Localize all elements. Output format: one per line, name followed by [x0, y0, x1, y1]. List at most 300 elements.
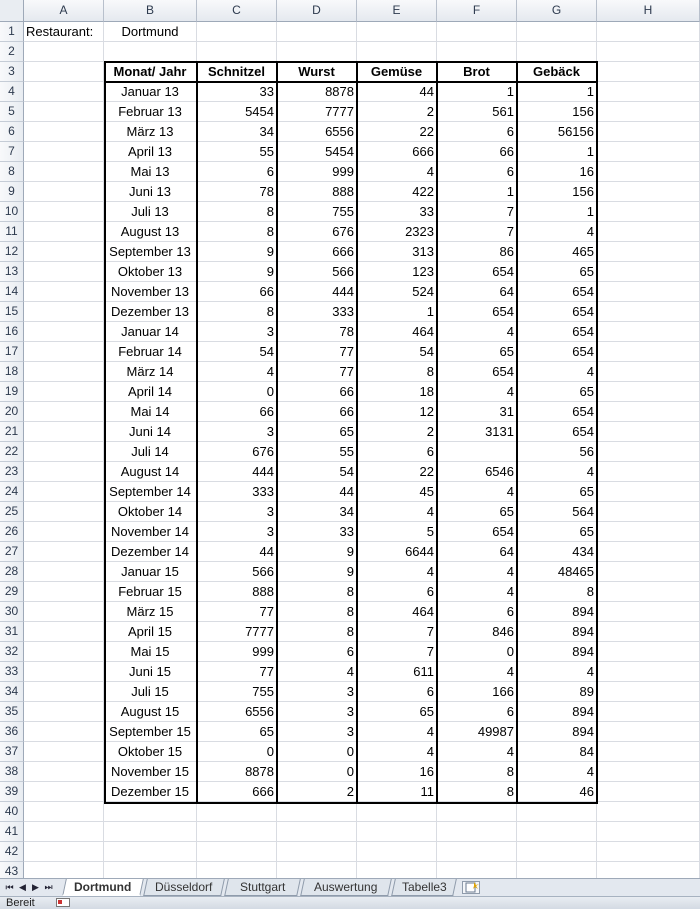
cell-a25[interactable]: [24, 502, 104, 522]
cell-a3[interactable]: [24, 62, 104, 82]
cell-c32[interactable]: 999: [197, 642, 277, 662]
cell-c21[interactable]: 3: [197, 422, 277, 442]
cell-g36[interactable]: 894: [517, 722, 597, 742]
cell-d33[interactable]: 4: [277, 662, 357, 682]
cell-f40[interactable]: [437, 802, 517, 822]
cell-e34[interactable]: 6: [357, 682, 437, 702]
cell-g31[interactable]: 894: [517, 622, 597, 642]
cell-b16[interactable]: Januar 14: [104, 322, 197, 342]
cell-g33[interactable]: 4: [517, 662, 597, 682]
cell-h10[interactable]: [597, 202, 700, 222]
select-all-corner[interactable]: [0, 0, 24, 22]
cell-a17[interactable]: [24, 342, 104, 362]
cell-e40[interactable]: [357, 802, 437, 822]
cell-c34[interactable]: 755: [197, 682, 277, 702]
cell-e36[interactable]: 4: [357, 722, 437, 742]
column-header-g[interactable]: G: [517, 0, 597, 22]
cell-g9[interactable]: 156: [517, 182, 597, 202]
cell-d25[interactable]: 34: [277, 502, 357, 522]
row-header-24[interactable]: 24: [0, 482, 24, 502]
cell-f18[interactable]: 654: [437, 362, 517, 382]
cell-f10[interactable]: 7: [437, 202, 517, 222]
row-header-18[interactable]: 18: [0, 362, 24, 382]
cell-b27[interactable]: Dezember 14: [104, 542, 197, 562]
cell-c24[interactable]: 333: [197, 482, 277, 502]
row-header-27[interactable]: 27: [0, 542, 24, 562]
cell-h38[interactable]: [597, 762, 700, 782]
cell-b7[interactable]: April 13: [104, 142, 197, 162]
row-header-4[interactable]: 4: [0, 82, 24, 102]
cell-f3[interactable]: Brot: [437, 62, 517, 82]
cell-f21[interactable]: 3131: [437, 422, 517, 442]
cell-a22[interactable]: [24, 442, 104, 462]
cell-e10[interactable]: 33: [357, 202, 437, 222]
cell-g6[interactable]: 56156: [517, 122, 597, 142]
row-header-2[interactable]: 2: [0, 42, 24, 62]
cell-d1[interactable]: [277, 22, 357, 42]
cell-g38[interactable]: 4: [517, 762, 597, 782]
cell-b10[interactable]: Juli 13: [104, 202, 197, 222]
cell-d3[interactable]: Wurst: [277, 62, 357, 82]
cell-g29[interactable]: 8: [517, 582, 597, 602]
cell-d15[interactable]: 333: [277, 302, 357, 322]
cell-e30[interactable]: 464: [357, 602, 437, 622]
cell-c12[interactable]: 9: [197, 242, 277, 262]
cell-d32[interactable]: 6: [277, 642, 357, 662]
cell-d41[interactable]: [277, 822, 357, 842]
cell-a35[interactable]: [24, 702, 104, 722]
cell-h41[interactable]: [597, 822, 700, 842]
row-header-21[interactable]: 21: [0, 422, 24, 442]
cell-e18[interactable]: 8: [357, 362, 437, 382]
cell-h42[interactable]: [597, 842, 700, 862]
cell-e33[interactable]: 611: [357, 662, 437, 682]
cell-f34[interactable]: 166: [437, 682, 517, 702]
cell-d7[interactable]: 5454: [277, 142, 357, 162]
cell-a9[interactable]: [24, 182, 104, 202]
cell-g27[interactable]: 434: [517, 542, 597, 562]
cell-h21[interactable]: [597, 422, 700, 442]
cell-f7[interactable]: 66: [437, 142, 517, 162]
cell-g8[interactable]: 16: [517, 162, 597, 182]
cell-f19[interactable]: 4: [437, 382, 517, 402]
cell-c37[interactable]: 0: [197, 742, 277, 762]
cell-c2[interactable]: [197, 42, 277, 62]
cell-b21[interactable]: Juni 14: [104, 422, 197, 442]
column-header-d[interactable]: D: [277, 0, 357, 22]
cell-e6[interactable]: 22: [357, 122, 437, 142]
cell-b40[interactable]: [104, 802, 197, 822]
cell-a36[interactable]: [24, 722, 104, 742]
cell-h14[interactable]: [597, 282, 700, 302]
cell-h28[interactable]: [597, 562, 700, 582]
cell-e21[interactable]: 2: [357, 422, 437, 442]
row-header-22[interactable]: 22: [0, 442, 24, 462]
cell-b30[interactable]: März 15: [104, 602, 197, 622]
cell-g30[interactable]: 894: [517, 602, 597, 622]
cell-d29[interactable]: 8: [277, 582, 357, 602]
cell-e3[interactable]: Gemüse: [357, 62, 437, 82]
cell-g41[interactable]: [517, 822, 597, 842]
cell-d30[interactable]: 8: [277, 602, 357, 622]
cell-g16[interactable]: 654: [517, 322, 597, 342]
cell-g15[interactable]: 654: [517, 302, 597, 322]
cell-a39[interactable]: [24, 782, 104, 802]
cell-b25[interactable]: Oktober 14: [104, 502, 197, 522]
cell-c39[interactable]: 666: [197, 782, 277, 802]
cell-e23[interactable]: 22: [357, 462, 437, 482]
row-header-3[interactable]: 3: [0, 62, 24, 82]
cell-h1[interactable]: [597, 22, 700, 42]
row-header-37[interactable]: 37: [0, 742, 24, 762]
cell-h4[interactable]: [597, 82, 700, 102]
column-header-c[interactable]: C: [197, 0, 277, 22]
column-header-e[interactable]: E: [357, 0, 437, 22]
cell-b19[interactable]: April 14: [104, 382, 197, 402]
cell-c42[interactable]: [197, 842, 277, 862]
cell-c27[interactable]: 44: [197, 542, 277, 562]
cell-f22[interactable]: [437, 442, 517, 462]
cell-c8[interactable]: 6: [197, 162, 277, 182]
macro-record-icon[interactable]: [56, 898, 70, 907]
cell-b6[interactable]: März 13: [104, 122, 197, 142]
cell-g24[interactable]: 65: [517, 482, 597, 502]
cell-e11[interactable]: 2323: [357, 222, 437, 242]
column-header-b[interactable]: B: [104, 0, 197, 22]
cell-g26[interactable]: 65: [517, 522, 597, 542]
cell-d28[interactable]: 9: [277, 562, 357, 582]
sheet-tab-2[interactable]: [224, 879, 301, 896]
cell-d14[interactable]: 444: [277, 282, 357, 302]
cell-d22[interactable]: 55: [277, 442, 357, 462]
cell-a11[interactable]: [24, 222, 104, 242]
cell-b23[interactable]: August 14: [104, 462, 197, 482]
cell-e16[interactable]: 464: [357, 322, 437, 342]
cell-b14[interactable]: November 13: [104, 282, 197, 302]
cell-g14[interactable]: 654: [517, 282, 597, 302]
cell-d11[interactable]: 676: [277, 222, 357, 242]
cell-g42[interactable]: [517, 842, 597, 862]
cell-e26[interactable]: 5: [357, 522, 437, 542]
cell-f41[interactable]: [437, 822, 517, 842]
cell-a16[interactable]: [24, 322, 104, 342]
row-header-8[interactable]: 8: [0, 162, 24, 182]
cell-b18[interactable]: März 14: [104, 362, 197, 382]
cell-d37[interactable]: 0: [277, 742, 357, 762]
cell-d23[interactable]: 54: [277, 462, 357, 482]
cell-g19[interactable]: 65: [517, 382, 597, 402]
cell-c19[interactable]: 0: [197, 382, 277, 402]
cell-a10[interactable]: [24, 202, 104, 222]
cell-e22[interactable]: 6: [357, 442, 437, 462]
cell-f30[interactable]: 6: [437, 602, 517, 622]
cell-e8[interactable]: 4: [357, 162, 437, 182]
cell-b9[interactable]: Juni 13: [104, 182, 197, 202]
cell-f17[interactable]: 65: [437, 342, 517, 362]
cell-f24[interactable]: 4: [437, 482, 517, 502]
row-header-26[interactable]: 26: [0, 522, 24, 542]
cell-f42[interactable]: [437, 842, 517, 862]
cell-b34[interactable]: Juli 15: [104, 682, 197, 702]
cell-h18[interactable]: [597, 362, 700, 382]
cell-f35[interactable]: 6: [437, 702, 517, 722]
cell-a1[interactable]: Restaurant:: [24, 22, 104, 42]
row-header-10[interactable]: 10: [0, 202, 24, 222]
row-header-17[interactable]: 17: [0, 342, 24, 362]
cell-e29[interactable]: 6: [357, 582, 437, 602]
cell-f5[interactable]: 561: [437, 102, 517, 122]
cell-e31[interactable]: 7: [357, 622, 437, 642]
cell-h29[interactable]: [597, 582, 700, 602]
cell-d35[interactable]: 3: [277, 702, 357, 722]
cell-a23[interactable]: [24, 462, 104, 482]
row-header-9[interactable]: 9: [0, 182, 24, 202]
cell-d2[interactable]: [277, 42, 357, 62]
cell-g17[interactable]: 654: [517, 342, 597, 362]
cell-e35[interactable]: 65: [357, 702, 437, 722]
cell-h17[interactable]: [597, 342, 700, 362]
cell-a15[interactable]: [24, 302, 104, 322]
cell-h6[interactable]: [597, 122, 700, 142]
row-header-6[interactable]: 6: [0, 122, 24, 142]
cell-h31[interactable]: [597, 622, 700, 642]
cell-a5[interactable]: [24, 102, 104, 122]
cell-e1[interactable]: [357, 22, 437, 42]
row-header-34[interactable]: 34: [0, 682, 24, 702]
cell-d4[interactable]: 8878: [277, 82, 357, 102]
cell-f37[interactable]: 4: [437, 742, 517, 762]
row-header-23[interactable]: 23: [0, 462, 24, 482]
cell-b36[interactable]: September 15: [104, 722, 197, 742]
cell-d39[interactable]: 2: [277, 782, 357, 802]
cell-b11[interactable]: August 13: [104, 222, 197, 242]
cell-d38[interactable]: 0: [277, 762, 357, 782]
cell-h30[interactable]: [597, 602, 700, 622]
cell-b2[interactable]: [104, 42, 197, 62]
cell-h19[interactable]: [597, 382, 700, 402]
cell-e2[interactable]: [357, 42, 437, 62]
cell-a20[interactable]: [24, 402, 104, 422]
cell-g28[interactable]: 48465: [517, 562, 597, 582]
cell-g7[interactable]: 1: [517, 142, 597, 162]
cell-e25[interactable]: 4: [357, 502, 437, 522]
cell-d36[interactable]: 3: [277, 722, 357, 742]
cell-h11[interactable]: [597, 222, 700, 242]
cell-a4[interactable]: [24, 82, 104, 102]
cell-h22[interactable]: [597, 442, 700, 462]
cell-a6[interactable]: [24, 122, 104, 142]
cell-a24[interactable]: [24, 482, 104, 502]
cell-a29[interactable]: [24, 582, 104, 602]
row-header-36[interactable]: 36: [0, 722, 24, 742]
cell-h27[interactable]: [597, 542, 700, 562]
cell-a40[interactable]: [24, 802, 104, 822]
cell-h36[interactable]: [597, 722, 700, 742]
cell-e27[interactable]: 6644: [357, 542, 437, 562]
cell-f28[interactable]: 4: [437, 562, 517, 582]
cell-h40[interactable]: [597, 802, 700, 822]
cell-a2[interactable]: [24, 42, 104, 62]
cell-c4[interactable]: 33: [197, 82, 277, 102]
cell-b8[interactable]: Mai 13: [104, 162, 197, 182]
cell-e37[interactable]: 4: [357, 742, 437, 762]
cell-b39[interactable]: Dezember 15: [104, 782, 197, 802]
row-header-1[interactable]: 1: [0, 22, 24, 42]
cell-h25[interactable]: [597, 502, 700, 522]
cell-f29[interactable]: 4: [437, 582, 517, 602]
cell-c23[interactable]: 444: [197, 462, 277, 482]
cell-d16[interactable]: 78: [277, 322, 357, 342]
cell-f33[interactable]: 4: [437, 662, 517, 682]
row-header-16[interactable]: 16: [0, 322, 24, 342]
row-header-13[interactable]: 13: [0, 262, 24, 282]
row-header-5[interactable]: 5: [0, 102, 24, 122]
cell-b22[interactable]: Juli 14: [104, 442, 197, 462]
cell-e13[interactable]: 123: [357, 262, 437, 282]
cell-f26[interactable]: 654: [437, 522, 517, 542]
cell-g23[interactable]: 4: [517, 462, 597, 482]
cell-f16[interactable]: 4: [437, 322, 517, 342]
cell-b1[interactable]: Dortmund: [104, 22, 197, 42]
sheet-tab-1[interactable]: [143, 879, 225, 896]
cell-f39[interactable]: 8: [437, 782, 517, 802]
cell-e42[interactable]: [357, 842, 437, 862]
cell-e38[interactable]: 16: [357, 762, 437, 782]
cell-c9[interactable]: 78: [197, 182, 277, 202]
cell-a31[interactable]: [24, 622, 104, 642]
row-header-38[interactable]: 38: [0, 762, 24, 782]
row-header-35[interactable]: 35: [0, 702, 24, 722]
row-header-20[interactable]: 20: [0, 402, 24, 422]
row-header-43[interactable]: 43: [0, 862, 24, 882]
cell-d18[interactable]: 77: [277, 362, 357, 382]
cell-a26[interactable]: [24, 522, 104, 542]
row-header-15[interactable]: 15: [0, 302, 24, 322]
cell-c17[interactable]: 54: [197, 342, 277, 362]
cell-g12[interactable]: 465: [517, 242, 597, 262]
cell-c15[interactable]: 8: [197, 302, 277, 322]
cell-f32[interactable]: 0: [437, 642, 517, 662]
cell-f4[interactable]: 1: [437, 82, 517, 102]
cell-g2[interactable]: [517, 42, 597, 62]
cell-a34[interactable]: [24, 682, 104, 702]
cell-e17[interactable]: 54: [357, 342, 437, 362]
cell-h13[interactable]: [597, 262, 700, 282]
cell-c35[interactable]: 6556: [197, 702, 277, 722]
cell-c29[interactable]: 888: [197, 582, 277, 602]
cell-e7[interactable]: 666: [357, 142, 437, 162]
cell-h24[interactable]: [597, 482, 700, 502]
cell-b35[interactable]: August 15: [104, 702, 197, 722]
cell-e24[interactable]: 45: [357, 482, 437, 502]
cell-h34[interactable]: [597, 682, 700, 702]
cell-b33[interactable]: Juni 15: [104, 662, 197, 682]
row-header-14[interactable]: 14: [0, 282, 24, 302]
cell-c5[interactable]: 5454: [197, 102, 277, 122]
cell-b42[interactable]: [104, 842, 197, 862]
cell-d21[interactable]: 65: [277, 422, 357, 442]
cell-b37[interactable]: Oktober 15: [104, 742, 197, 762]
cell-c3[interactable]: Schnitzel: [197, 62, 277, 82]
cell-b38[interactable]: November 15: [104, 762, 197, 782]
cell-g3[interactable]: Gebäck: [517, 62, 597, 82]
cell-b12[interactable]: September 13: [104, 242, 197, 262]
cell-a37[interactable]: [24, 742, 104, 762]
cell-f12[interactable]: 86: [437, 242, 517, 262]
cell-h39[interactable]: [597, 782, 700, 802]
cell-f8[interactable]: 6: [437, 162, 517, 182]
cell-e41[interactable]: [357, 822, 437, 842]
cell-g10[interactable]: 1: [517, 202, 597, 222]
cell-b29[interactable]: Februar 15: [104, 582, 197, 602]
column-header-a[interactable]: A: [24, 0, 104, 22]
cell-g39[interactable]: 46: [517, 782, 597, 802]
cell-a18[interactable]: [24, 362, 104, 382]
cell-d5[interactable]: 7777: [277, 102, 357, 122]
cell-b24[interactable]: September 14: [104, 482, 197, 502]
tab-nav-button-2[interactable]: ▶: [32, 882, 39, 892]
cell-d31[interactable]: 8: [277, 622, 357, 642]
cell-d17[interactable]: 77: [277, 342, 357, 362]
cell-f27[interactable]: 64: [437, 542, 517, 562]
row-header-40[interactable]: 40: [0, 802, 24, 822]
row-header-41[interactable]: 41: [0, 822, 24, 842]
cell-g21[interactable]: 654: [517, 422, 597, 442]
cell-c11[interactable]: 8: [197, 222, 277, 242]
row-header-11[interactable]: 11: [0, 222, 24, 242]
cell-b13[interactable]: Oktober 13: [104, 262, 197, 282]
cell-c30[interactable]: 77: [197, 602, 277, 622]
cell-h9[interactable]: [597, 182, 700, 202]
cell-d12[interactable]: 666: [277, 242, 357, 262]
cell-f11[interactable]: 7: [437, 222, 517, 242]
row-header-7[interactable]: 7: [0, 142, 24, 162]
cell-g5[interactable]: 156: [517, 102, 597, 122]
cell-b15[interactable]: Dezember 13: [104, 302, 197, 322]
cell-c31[interactable]: 7777: [197, 622, 277, 642]
cell-f38[interactable]: 8: [437, 762, 517, 782]
cell-d6[interactable]: 6556: [277, 122, 357, 142]
cell-c33[interactable]: 77: [197, 662, 277, 682]
row-header-32[interactable]: 32: [0, 642, 24, 662]
cell-f14[interactable]: 64: [437, 282, 517, 302]
cell-b41[interactable]: [104, 822, 197, 842]
cell-g37[interactable]: 84: [517, 742, 597, 762]
cell-b26[interactable]: November 14: [104, 522, 197, 542]
cell-e15[interactable]: 1: [357, 302, 437, 322]
cell-c7[interactable]: 55: [197, 142, 277, 162]
cell-c25[interactable]: 3: [197, 502, 277, 522]
cell-b32[interactable]: Mai 15: [104, 642, 197, 662]
cell-f25[interactable]: 65: [437, 502, 517, 522]
row-header-42[interactable]: 42: [0, 842, 24, 862]
cell-d20[interactable]: 66: [277, 402, 357, 422]
cell-c41[interactable]: [197, 822, 277, 842]
cell-b17[interactable]: Februar 14: [104, 342, 197, 362]
tab-nav-button-1[interactable]: ◀: [19, 882, 26, 892]
cell-c28[interactable]: 566: [197, 562, 277, 582]
cell-f2[interactable]: [437, 42, 517, 62]
cell-g1[interactable]: [517, 22, 597, 42]
cell-h2[interactable]: [597, 42, 700, 62]
cell-c26[interactable]: 3: [197, 522, 277, 542]
cell-d24[interactable]: 44: [277, 482, 357, 502]
cell-e32[interactable]: 7: [357, 642, 437, 662]
cell-h5[interactable]: [597, 102, 700, 122]
cell-h15[interactable]: [597, 302, 700, 322]
cell-a38[interactable]: [24, 762, 104, 782]
cell-d34[interactable]: 3: [277, 682, 357, 702]
